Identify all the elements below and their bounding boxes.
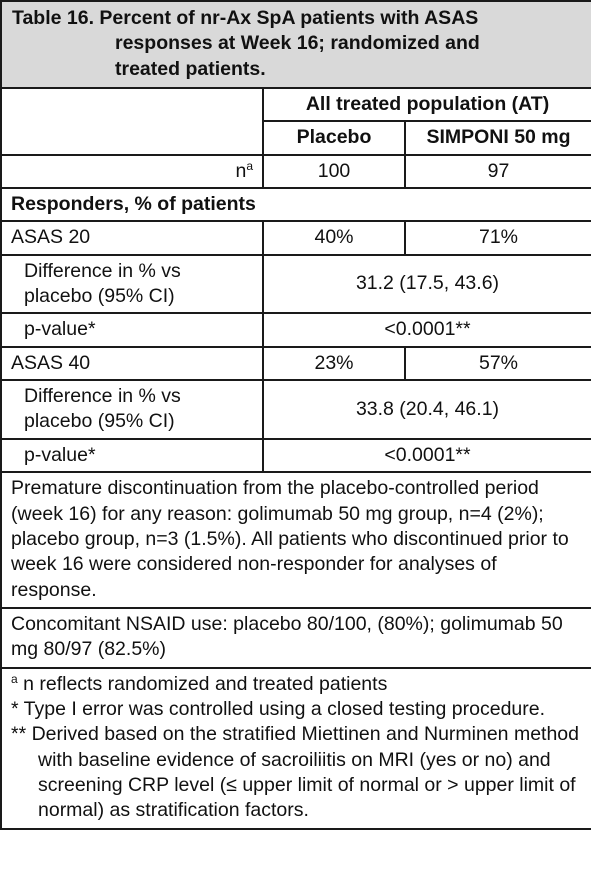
asas20-diff-label-line-1: Difference in % vs (24, 259, 181, 282)
header-simponi: SIMPONI 50 mg (405, 121, 591, 154)
discontinuation-note-row (1, 472, 591, 608)
discontinuation-note: Premature discontinuation from the placebo-controlled period (week 16) for any reason: golimumab 50 mg group, n=4 (2%); placebo group, n=3 (1.5%). All patients who discontinued prior to week 16 were considered non-responder for analyses of response. (1, 472, 591, 608)
header-group-label: All treated population (AT) (263, 88, 591, 121)
footnotes-row (1, 668, 591, 829)
asas40-diff-label-line-1: Difference in % vs (24, 385, 181, 408)
header-placebo: Placebo (263, 121, 405, 154)
asas20-placebo: 40% (263, 221, 405, 254)
footnote-a-mark: a (11, 671, 18, 686)
asas40-diff-label-line-2: placebo (95% CI) (24, 410, 175, 433)
n-row (1, 155, 591, 188)
asas40-label: ASAS 40 (1, 347, 263, 380)
table-title-line-2: responses at Week 16; randomized and (115, 32, 480, 55)
asas20-row (1, 221, 591, 254)
header-group-row (1, 88, 591, 121)
asas40-diff-label (1, 380, 263, 439)
footnotes (1, 668, 591, 829)
n-placebo: 100 (263, 155, 405, 188)
asas20-diff-row (1, 255, 591, 314)
footnote-double-star: ** Derived based on the stratified Miettinen and Nurminen method with baseline evidence of sacroiliitis on MRI (yes or no) and screening CRP level (≤ upper limit of normal or > upper limit of normal) as stratification factors. (11, 723, 579, 822)
n-label-sup: a (246, 158, 253, 173)
asas20-simponi: 71% (405, 221, 591, 254)
table-title-line-1: Table 16. Percent of nr-Ax SpA patients with ASAS (12, 7, 479, 29)
table-title-line-3: treated patients. (115, 57, 266, 80)
asas40-placebo: 23% (263, 347, 405, 380)
n-label-cell (1, 155, 263, 188)
asas20-diff-label-line-2: placebo (95% CI) (24, 285, 175, 308)
header-empty-cell (1, 88, 263, 155)
footnote-star: * Type I error was controlled using a closed testing procedure. (11, 697, 546, 720)
asas40-p-row (1, 439, 591, 472)
table-title-row (1, 1, 591, 88)
n-label: n (235, 159, 247, 182)
asas40-p-value: <0.0001** (263, 439, 591, 472)
asas40-diff-value: 33.8 (20.4, 46.1) (263, 380, 591, 439)
n-simponi: 97 (405, 155, 591, 188)
asas40-diff-row (1, 380, 591, 439)
asas20-diff-value: 31.2 (17.5, 43.6) (263, 255, 591, 314)
asas40-row (1, 347, 591, 380)
footnote-a (11, 672, 582, 697)
asas40-simponi: 57% (405, 347, 591, 380)
table-title (1, 1, 591, 88)
asas20-p-value: <0.0001** (263, 313, 591, 346)
footnote-a-text: n reflects randomized and treated patients (17, 672, 388, 695)
nsaid-note: Concomitant NSAID use: placebo 80/100, (80%); golimumab 50 mg 80/97 (82.5%) (1, 608, 591, 668)
section-label: Responders, % of patients (1, 188, 591, 221)
nsaid-note-row (1, 608, 591, 668)
section-row (1, 188, 591, 221)
asas20-diff-label (1, 255, 263, 314)
asas40-p-label: p-value* (1, 439, 263, 472)
asas20-label: ASAS 20 (1, 221, 263, 254)
asas20-p-label: p-value* (1, 313, 263, 346)
asas20-p-row (1, 313, 591, 346)
